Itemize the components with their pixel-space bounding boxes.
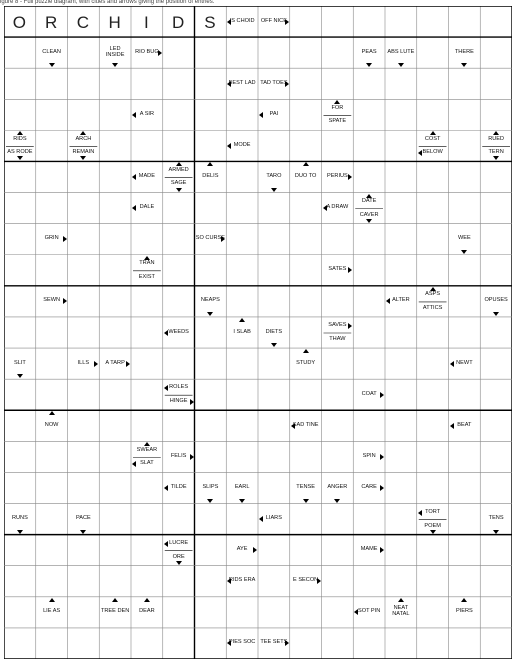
clue-text: DUO TO	[294, 173, 317, 180]
arrow-up-icon	[430, 287, 436, 291]
arrow-down-icon	[176, 188, 182, 192]
arrow-down-icon	[80, 530, 86, 534]
arrow-left-icon	[132, 461, 136, 467]
clue-text: BEAT	[457, 421, 472, 428]
clue-text: BELOW	[422, 149, 443, 156]
clue-text: A DRAW	[326, 204, 349, 211]
clue-text: TAD TOES	[260, 79, 288, 86]
clue-text: SLIPS	[202, 484, 219, 491]
clue-text: FELIS	[170, 452, 187, 459]
clue-text: BEST LAD	[228, 79, 256, 86]
arrow-down-icon	[430, 530, 436, 534]
clue-text: TENSE	[296, 484, 315, 491]
arrow-left-icon	[164, 330, 168, 336]
arrow-left-icon	[323, 205, 327, 211]
arrow-up-icon	[144, 256, 150, 260]
arrow-up-icon	[334, 100, 340, 104]
arrow-left-icon	[450, 423, 454, 429]
arrow-down-icon	[303, 499, 309, 503]
arrow-down-icon	[334, 499, 340, 503]
clue-text: RIO BUG	[135, 48, 159, 55]
arrow-left-icon	[259, 516, 263, 522]
title-letter: H	[108, 13, 122, 32]
arrow-right-icon	[380, 547, 384, 553]
arrow-up-icon	[303, 349, 309, 353]
clue-text: SPATE	[328, 118, 347, 125]
clue-text: IS CHOID	[229, 17, 255, 24]
arrow-left-icon	[132, 112, 136, 118]
clue-text: ILLS	[77, 359, 90, 366]
clue-text: LIE AS	[43, 608, 61, 615]
clue-text: SOT PIN	[357, 608, 381, 615]
clue-text: TENS	[488, 515, 504, 522]
arrow-left-icon	[227, 143, 231, 149]
arrow-left-icon	[132, 205, 136, 211]
clue-text: SO CURSE	[195, 235, 225, 242]
clue-text: RUNS	[11, 515, 28, 522]
arrow-right-icon	[63, 236, 67, 242]
clue-text: TARO	[266, 173, 282, 180]
arrow-left-icon	[259, 112, 263, 118]
clue-text: WEE	[458, 235, 471, 242]
arrow-left-icon	[418, 510, 422, 516]
clue-text: THERE	[454, 48, 474, 55]
clue-text: PEAS	[361, 48, 377, 55]
arrow-left-icon	[450, 361, 454, 367]
arrow-right-icon	[190, 454, 194, 460]
arrow-left-icon	[386, 298, 390, 304]
arrow-up-icon	[303, 162, 309, 166]
clue-text: POEM	[424, 522, 441, 529]
arrow-left-icon	[227, 19, 231, 25]
arrow-up-icon	[176, 162, 182, 166]
arrow-right-icon	[126, 361, 130, 367]
clue-text: SWEAR	[136, 446, 158, 453]
arrow-right-icon	[348, 267, 352, 273]
clue-text: MODE	[233, 141, 251, 148]
arrow-up-icon	[144, 598, 150, 602]
clue-text: PACE	[75, 515, 91, 522]
arrow-down-icon	[398, 63, 404, 67]
arrow-up-icon	[493, 131, 499, 135]
arrow-left-icon	[164, 385, 168, 391]
arrow-right-icon	[380, 485, 384, 491]
clue-text: LIARS	[265, 515, 282, 522]
title-letter: D	[171, 13, 186, 32]
clue-text: DEAR	[139, 608, 155, 615]
arrow-right-icon	[348, 174, 352, 180]
clue-text: SAD TINE	[292, 421, 319, 428]
clue-text: E SECON	[293, 577, 319, 584]
clue-text: I SLAB	[233, 328, 251, 335]
clue-text: NEAT NATAL	[392, 605, 410, 618]
clue-text: COST	[424, 135, 441, 142]
clue-text: EXIST	[138, 273, 155, 280]
clue-text: EARL	[234, 484, 250, 491]
clue-text: LUCRE	[169, 540, 189, 547]
arrow-right-icon	[285, 640, 289, 646]
arrow-right-icon	[253, 547, 257, 553]
arrow-right-icon	[317, 578, 321, 584]
arrow-right-icon	[221, 236, 225, 242]
clue-text: CLEAN	[42, 48, 61, 55]
clue-text: MADE	[138, 173, 155, 180]
clue-text: AS RODE	[7, 149, 33, 156]
clue-text: NOW	[44, 421, 59, 428]
arrow-left-icon	[164, 485, 168, 491]
arrow-down-icon	[17, 530, 23, 534]
arrow-up-icon	[461, 598, 467, 602]
clue-text: TILDE	[170, 484, 187, 491]
clue-text: HINGE	[169, 398, 188, 405]
arrow-down-icon	[461, 63, 467, 67]
title-letter: O	[12, 13, 27, 32]
puzzle-board	[4, 6, 512, 659]
clue-text: PIES SOC	[228, 639, 256, 646]
clue-text: PAI	[269, 110, 279, 117]
clue-text: MAME	[360, 546, 378, 553]
clue-text: ANGER	[327, 484, 348, 491]
figure-caption: igure 8 - Full puzzle diagram, with clues and arrows giving the position of entries.	[0, 0, 215, 5]
clue-text: THAW	[329, 336, 346, 343]
clue-text: ALTER	[392, 297, 410, 304]
arrow-right-icon	[380, 392, 384, 398]
arrow-up-icon	[144, 442, 150, 446]
arrow-down-icon	[366, 219, 372, 223]
arrow-down-icon	[493, 156, 499, 160]
clue-text: COAT	[361, 390, 377, 397]
clue-text: A TARP	[105, 359, 125, 366]
arrow-left-icon	[227, 640, 231, 646]
arrow-right-icon	[380, 454, 384, 460]
clue-text: ARMED	[168, 166, 189, 173]
clue-text: TEE SETS	[260, 639, 288, 646]
arrow-left-icon	[291, 423, 295, 429]
clue-text: CARE	[361, 484, 377, 491]
arrow-left-icon	[227, 578, 231, 584]
arrow-up-icon	[398, 598, 404, 602]
arrow-up-icon	[112, 598, 118, 602]
arrow-down-icon	[239, 499, 245, 503]
arrow-right-icon	[285, 19, 289, 25]
clue-text: CAVER	[359, 211, 379, 218]
clue-text: REMAIN	[72, 149, 95, 156]
arrow-right-icon	[94, 361, 98, 367]
clue-text: OPUSES	[484, 297, 508, 304]
clue-text: STUDY	[296, 359, 316, 366]
clue-text: LED INSIDE	[105, 45, 125, 58]
arrow-right-icon	[348, 323, 352, 329]
clue-text: SEWN	[43, 297, 61, 304]
arrow-right-icon	[285, 81, 289, 87]
arrow-left-icon	[354, 609, 358, 615]
clue-text: SPIN	[362, 452, 376, 459]
clue-text: RUED	[488, 135, 505, 142]
clue-text: PIERS	[455, 608, 473, 615]
clue-text: NEWT	[456, 359, 473, 366]
clue-text: TREE DEN	[100, 608, 130, 615]
arrow-down-icon	[207, 312, 213, 316]
arrow-right-icon	[63, 298, 67, 304]
title-letter: S	[204, 13, 217, 32]
arrow-down-icon	[207, 499, 213, 503]
arrow-up-icon	[207, 162, 213, 166]
clue-text: SAGE	[170, 180, 187, 187]
title-letter: I	[144, 13, 150, 32]
arrow-down-icon	[461, 250, 467, 254]
arrow-left-icon	[227, 81, 231, 87]
clue-text: DELIS	[202, 173, 219, 180]
clue-text: ASPS	[425, 291, 441, 298]
clue-text: RIDS	[13, 135, 27, 142]
arrow-down-icon	[271, 343, 277, 347]
clue-text: TORT	[425, 508, 441, 515]
clue-text: ATTICS	[422, 304, 443, 311]
arrow-down-icon	[49, 63, 55, 67]
arrow-right-icon	[190, 399, 194, 405]
arrow-up-icon	[366, 194, 372, 198]
title-letter: C	[76, 13, 91, 32]
arrow-up-icon	[80, 131, 86, 135]
arrow-left-icon	[132, 174, 136, 180]
clue-text: DATE	[361, 197, 377, 204]
arrow-down-icon	[271, 188, 277, 192]
clue-text: DIETS	[265, 328, 283, 335]
arrow-up-icon	[430, 131, 436, 135]
arrow-down-icon	[493, 312, 499, 316]
clue-text: A SIR	[139, 110, 155, 117]
arrow-left-icon	[418, 150, 422, 156]
arrow-up-icon	[49, 411, 55, 415]
clue-text: SLIT	[13, 359, 26, 366]
clue-text: FOR	[331, 104, 344, 111]
clue-text: RIDS ERA	[228, 577, 256, 584]
clue-text: PERIUS	[326, 173, 348, 180]
title-letter: R	[44, 13, 59, 32]
arrow-down-icon	[176, 561, 182, 565]
arrow-up-icon	[239, 318, 245, 322]
clue-text: SATES	[328, 266, 347, 273]
clue-text: SLAT	[140, 460, 154, 467]
arrow-right-icon	[158, 50, 162, 56]
clue-text: ABS LUTE	[387, 48, 415, 55]
clue-text: SAVES	[328, 322, 347, 329]
arrow-up-icon	[17, 131, 23, 135]
clue-text: OFF NICE	[260, 17, 287, 24]
clue-text: TRAN	[139, 260, 155, 267]
arrow-down-icon	[17, 156, 23, 160]
clue-text: NEAPS	[200, 297, 220, 304]
arrow-down-icon	[366, 63, 372, 67]
arrow-down-icon	[493, 530, 499, 534]
clue-text: TERN	[488, 149, 504, 156]
clue-text: GRIN	[44, 235, 59, 242]
clue-text: ROLES	[169, 384, 189, 391]
arrow-up-icon	[49, 598, 55, 602]
arrow-left-icon	[164, 541, 168, 547]
grid-lines	[4, 6, 512, 659]
clue-text: DALE	[139, 204, 155, 211]
arrow-down-icon	[17, 374, 23, 378]
clue-text: ARCH	[75, 135, 92, 142]
arrow-down-icon	[112, 63, 118, 67]
arrow-down-icon	[80, 156, 86, 160]
clue-text: WEEDS	[168, 328, 189, 335]
clue-text: AYE	[236, 546, 248, 553]
clue-text: ORE	[172, 553, 185, 560]
